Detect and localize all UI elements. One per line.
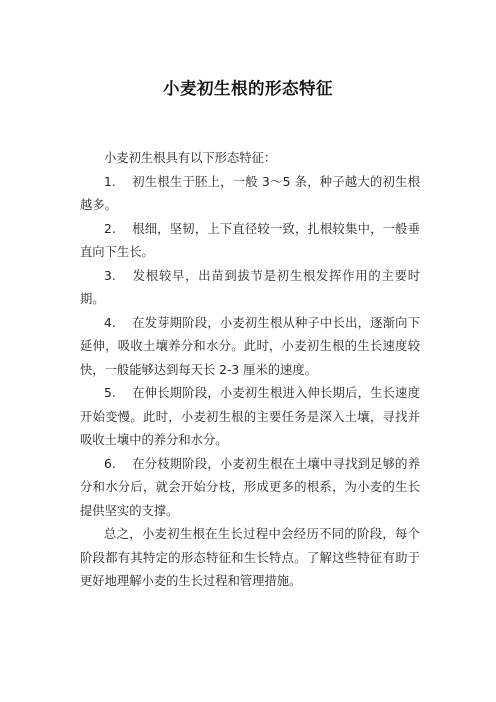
- list-item: [80, 453, 420, 524]
- conclusion-paragraph: 总之，小麦初生根在生长过程中会经历不同的阶段，每个阶段都有其特定的形态特征和生长特点。了解这些特征有助于更好地理解小麦的生长过程和管理措施。: [80, 527, 420, 588]
- document-body: [80, 147, 420, 594]
- list-item: [80, 171, 420, 218]
- intro-paragraph: 小麦初生根具有以下形态特征：: [104, 151, 277, 165]
- list-item-number: 2.: [104, 221, 116, 236]
- list-item-number: 1.: [104, 174, 116, 189]
- list-item-number: 6.: [104, 456, 116, 471]
- list-item: [80, 382, 420, 453]
- list-item: [80, 265, 420, 312]
- list-item: [80, 312, 420, 383]
- list-item-number: 5.: [104, 386, 116, 400]
- list-item-text: 发根较早，出苗到拔节是初生根发挥作用的主要时期。: [80, 268, 420, 306]
- list-item-number: 4.: [104, 315, 116, 330]
- list-item-text: 在发芽期阶段，小麦初生根从种子中长出，逐渐向下延伸，吸收土壤养分和水分。此时，小麦初生根的生长速度较快，一般能够达到每天长 2-3 厘米的速度。: [80, 315, 420, 377]
- list-item-text: 在分枝期阶段，小麦初生根在土壤中寻找到足够的养分和水分后，就会开始分枝，形成更多的根系，为小麦的生长提供坚实的支撑。: [80, 456, 420, 518]
- list-item-text: 初生根生于胚上，一般 3～5 条，种子越大的初生根越多。: [80, 174, 420, 212]
- list-item-number: 3.: [104, 268, 116, 283]
- list-item: [80, 218, 420, 265]
- list-item-text: 根细，坚韧，上下直径较一致，扎根较集中，一般垂直向下生长。: [80, 221, 420, 259]
- page-title: 小麦初生根的形态特征: [163, 79, 333, 98]
- list-item-text: 在伸长期阶段，小麦初生根进入伸长期后，生长速度开始变慢。此时，小麦初生根的主要任务是深入土壤，寻找并吸收土壤中的养分和水分。: [80, 386, 420, 447]
